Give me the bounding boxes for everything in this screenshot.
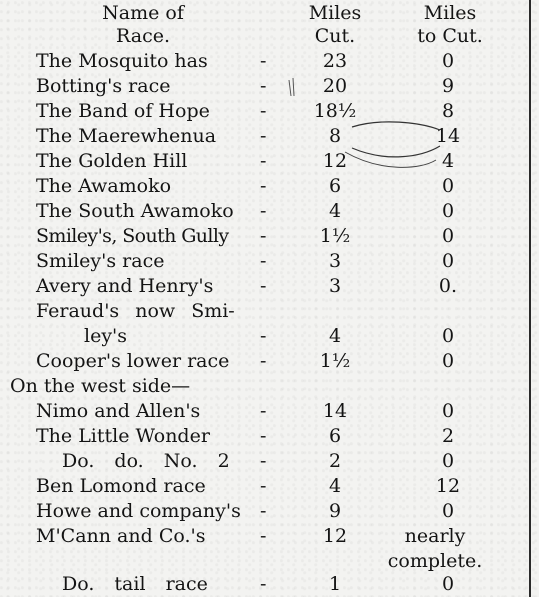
miles-cut-value: 6 — [328, 425, 342, 447]
miles-to-cut-value: 0 — [441, 250, 455, 272]
miles-to-cut-value: 4 — [441, 150, 455, 172]
header-tocut-line1: Miles — [423, 2, 477, 24]
race-name: The Band of Hope — [36, 100, 210, 122]
table-row — [0, 449, 529, 474]
section-heading: On the west side— — [10, 375, 191, 397]
miles-to-cut-value: 8 — [441, 100, 455, 122]
leader-dash: - — [260, 400, 267, 422]
leader-dash: - — [260, 200, 267, 222]
leader-dash: - — [260, 275, 267, 297]
table-row — [0, 174, 529, 199]
leader-dash: - — [260, 350, 267, 372]
table-row — [0, 499, 529, 524]
race-name: Nimo and Allen's — [36, 400, 201, 422]
table-row — [0, 349, 529, 374]
table-row — [0, 524, 529, 549]
table-row — [0, 249, 529, 274]
miles-cut-value: 12 — [322, 150, 348, 172]
leader-dash: - — [260, 325, 267, 347]
race-name: Feraud's now Smi- — [36, 300, 235, 322]
miles-cut-value: 6 — [328, 175, 342, 197]
race-name: Do. do. No. 2 — [62, 450, 230, 472]
miles-to-cut-value: 0 — [441, 200, 455, 222]
miles-to-cut-value: 9 — [441, 75, 455, 97]
leader-dash: - — [260, 525, 267, 547]
miles-cut-value: 23 — [322, 50, 348, 72]
leader-dash: - — [260, 500, 267, 522]
section-heading-row — [0, 374, 529, 399]
table-row — [0, 474, 529, 499]
miles-cut-value: 18½ — [313, 100, 357, 122]
leader-dash: - — [260, 475, 267, 497]
miles-cut-value: 4 — [328, 325, 342, 347]
miles-to-cut-value: 0 — [441, 225, 455, 247]
header-cut-line1: Miles — [308, 2, 362, 24]
leader-dash: - — [260, 450, 267, 472]
race-name: Do. tail race — [62, 573, 208, 595]
miles-cut-value: 20 — [322, 75, 348, 97]
table-row — [0, 324, 529, 349]
header-name-line2: Race. — [116, 25, 170, 47]
leader-dash: - — [260, 250, 267, 272]
miles-to-cut-value: nearly — [404, 525, 466, 547]
race-name: Cooper's lower race — [36, 350, 230, 372]
race-name: The Golden Hill — [36, 150, 188, 172]
table-row — [0, 199, 529, 224]
table-row — [0, 124, 529, 149]
miles-cut-value: 1 — [328, 573, 342, 595]
race-name: The Awamoko — [36, 175, 172, 197]
header-miles-cut — [292, 2, 378, 48]
race-name: M'Cann and Co.'s — [36, 525, 206, 547]
miles-to-cut-value: 12 — [435, 475, 461, 497]
miles-to-cut-value: 0 — [441, 325, 455, 347]
leader-dash: - — [260, 75, 267, 97]
miles-to-cut-value: 0 — [441, 450, 455, 472]
race-name: Avery and Henry's — [36, 275, 214, 297]
miles-to-cut-value: 0 — [441, 500, 455, 522]
leader-dash: - — [260, 425, 267, 447]
leader-dash: - — [260, 175, 267, 197]
table-row — [0, 49, 529, 74]
leader-dash: - — [260, 150, 267, 172]
race-name: Smiley's race — [36, 250, 165, 272]
race-name: The Little Wonder — [36, 425, 210, 447]
table-row — [0, 224, 529, 249]
miles-to-cut-value: 0 — [441, 573, 455, 595]
race-name: ley's — [84, 325, 128, 347]
leader-dash: - — [260, 125, 267, 147]
table-row-continuation — [0, 549, 529, 574]
miles-cut-value: 3 — [328, 250, 342, 272]
header-miles-to-cut — [400, 2, 500, 48]
header-tocut-line2: to Cut. — [417, 25, 483, 47]
race-name: The Maerewhenua — [36, 125, 217, 147]
race-name: Botting's race — [36, 75, 171, 97]
column-rule — [529, 0, 531, 597]
miles-cut-value: 9 — [328, 500, 342, 522]
miles-to-cut-value: 14 — [435, 125, 461, 147]
header-name-of-race — [88, 2, 198, 48]
miles-to-cut-value: 0 — [441, 175, 455, 197]
table-row — [0, 274, 529, 299]
miles-cut-value: 12 — [322, 525, 348, 547]
miles-to-cut-value: 0. — [438, 275, 458, 297]
leader-dash: - — [260, 50, 267, 72]
race-name: The South Awamoko — [36, 200, 234, 222]
miles-cut-value: 4 — [328, 475, 342, 497]
miles-cut-value: 3 — [328, 275, 342, 297]
miles-to-cut-value: 2 — [441, 425, 455, 447]
table-row — [0, 99, 529, 124]
leader-dash: - — [260, 573, 267, 595]
miles-cut-value: 2 — [328, 450, 342, 472]
table-row — [0, 299, 529, 324]
table-row — [0, 74, 529, 99]
miles-cut-value: 1½ — [319, 350, 351, 372]
miles-cut-value: 14 — [322, 400, 348, 422]
leader-dash: - — [260, 225, 267, 247]
race-name: Howe and company's — [36, 500, 241, 522]
miles-to-cut-value: 0 — [441, 350, 455, 372]
table-row — [0, 149, 529, 174]
miles-to-cut-value: 0 — [441, 50, 455, 72]
leader-dash: - — [260, 100, 267, 122]
header-cut-line2: Cut. — [314, 25, 356, 47]
table-row — [0, 424, 529, 449]
miles-to-cut-value: complete. — [387, 550, 483, 572]
race-name: Smiley's, South Gully — [36, 225, 229, 247]
race-name: The Mosquito has — [36, 50, 208, 72]
table-row — [0, 399, 529, 424]
miles-cut-value: 1½ — [319, 225, 351, 247]
table-row — [0, 572, 529, 597]
miles-cut-value: 8 — [328, 125, 342, 147]
miles-to-cut-value: 0 — [441, 400, 455, 422]
miles-cut-value: 4 — [328, 200, 342, 222]
header-name-line1: Name of — [102, 2, 184, 24]
race-name: Ben Lomond race — [36, 475, 206, 497]
